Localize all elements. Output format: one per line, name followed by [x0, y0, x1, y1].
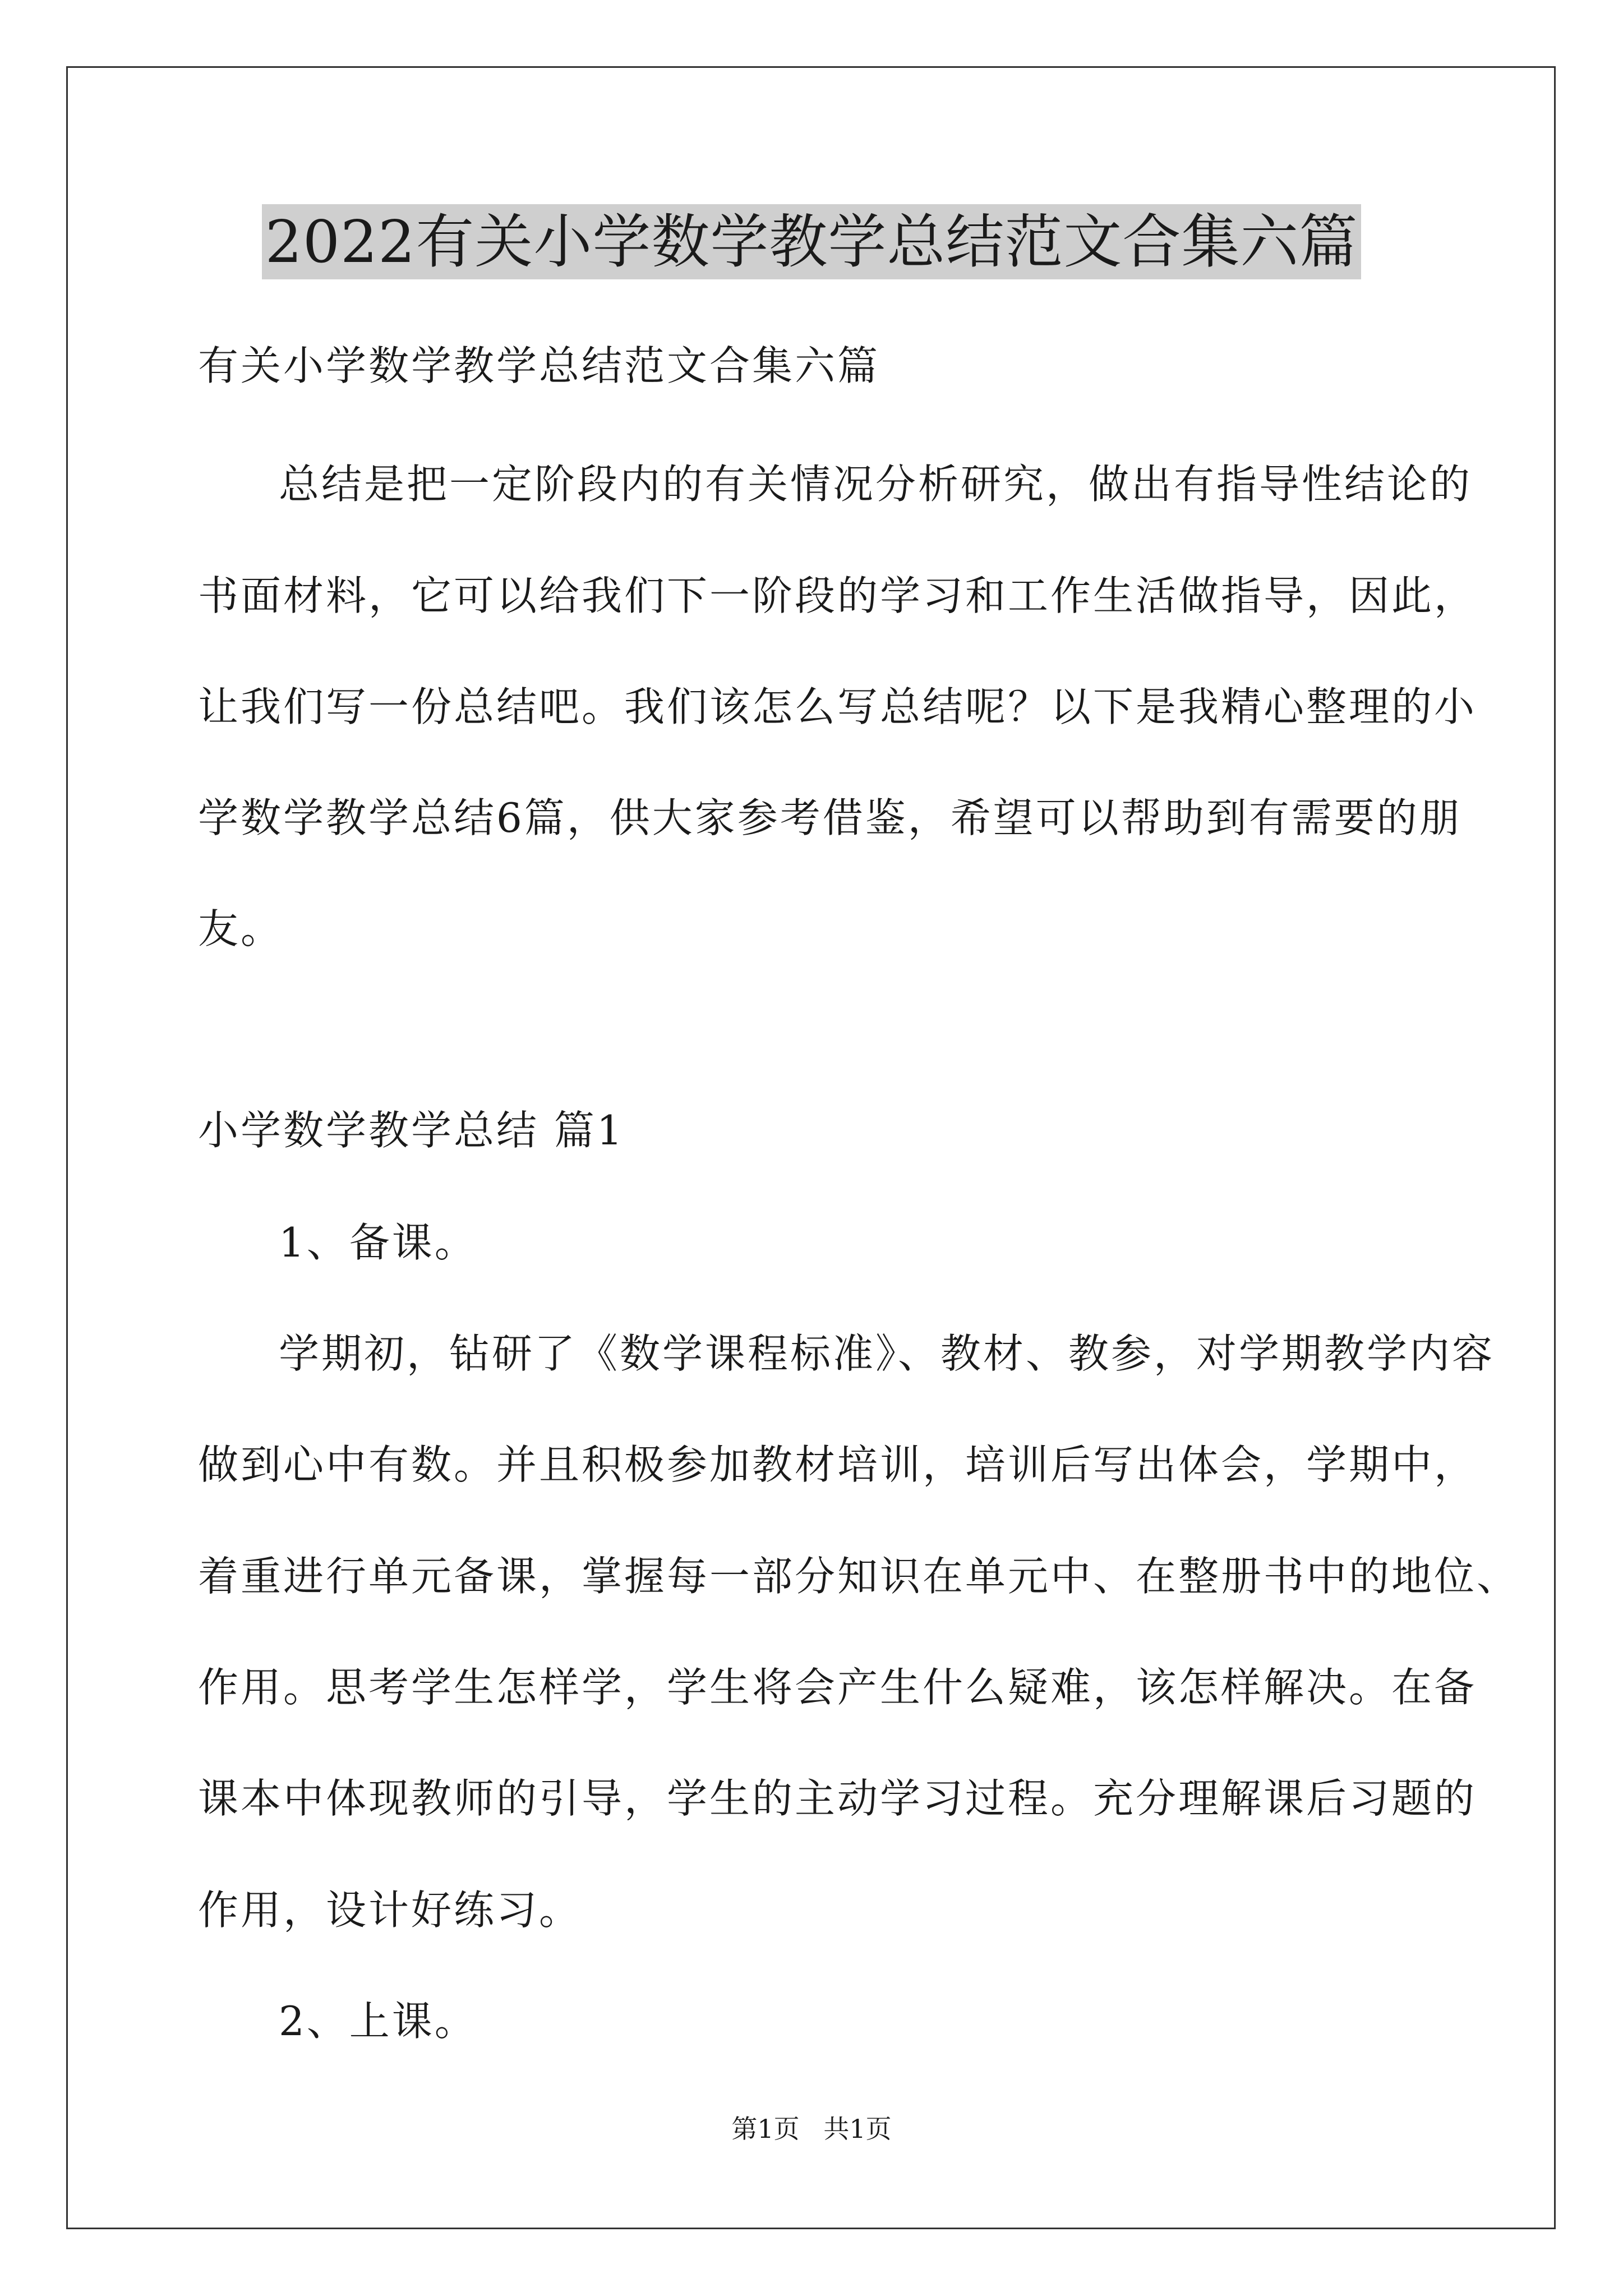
document-title-text: 2022有关小学数学教学总结范文合集六篇: [262, 204, 1362, 279]
intro-line: 总结是把一定阶段内的有关情况分析研究，做出有指导性结论的: [279, 461, 1473, 508]
page-number: 第1页: [731, 2114, 800, 2144]
document-subtitle: 有关小学数学教学总结范文合集六篇: [198, 342, 880, 389]
item1-line: 着重进行单元备课，掌握每一部分知识在单元中、在整册书中的地位、: [198, 1553, 1520, 1600]
intro-line: 书面材料，它可以给我们下一阶段的学习和工作生活做指导，因此，: [198, 572, 1477, 619]
intro-line: 让我们写一份总结吧。我们该怎么写总结呢？以下是我精心整理的小: [198, 683, 1477, 730]
item1-line: 做到心中有数。并且积极参加教材培训，培训后写出体会，学期中，: [198, 1441, 1477, 1488]
page-footer: [0, 2112, 1623, 2146]
document-title: [0, 200, 1623, 284]
item1-line: 学期初，钻研了《数学课程标准》、教材、教参，对学期教学内容: [279, 1330, 1495, 1377]
item1-heading: 1、备课。: [279, 1219, 477, 1266]
item2-heading: 2、上课。: [279, 1998, 477, 2045]
page-total: 共1页: [823, 2114, 892, 2144]
intro-line: 学数学教学总结6篇，供大家参考借鉴，希望可以帮助到有需要的朋: [198, 794, 1462, 841]
item1-line: 作用，设计好练习。: [198, 1887, 582, 1934]
intro-line: 友。: [198, 905, 284, 953]
item1-line: 作用。思考学生怎样学，学生将会产生什么疑难，该怎样解决。在备: [198, 1664, 1477, 1711]
item1-line: 课本中体现教师的引导，学生的主动学习过程。充分理解课后习题的: [198, 1775, 1477, 1822]
section-heading: 小学数学教学总结 篇1: [198, 1107, 625, 1154]
